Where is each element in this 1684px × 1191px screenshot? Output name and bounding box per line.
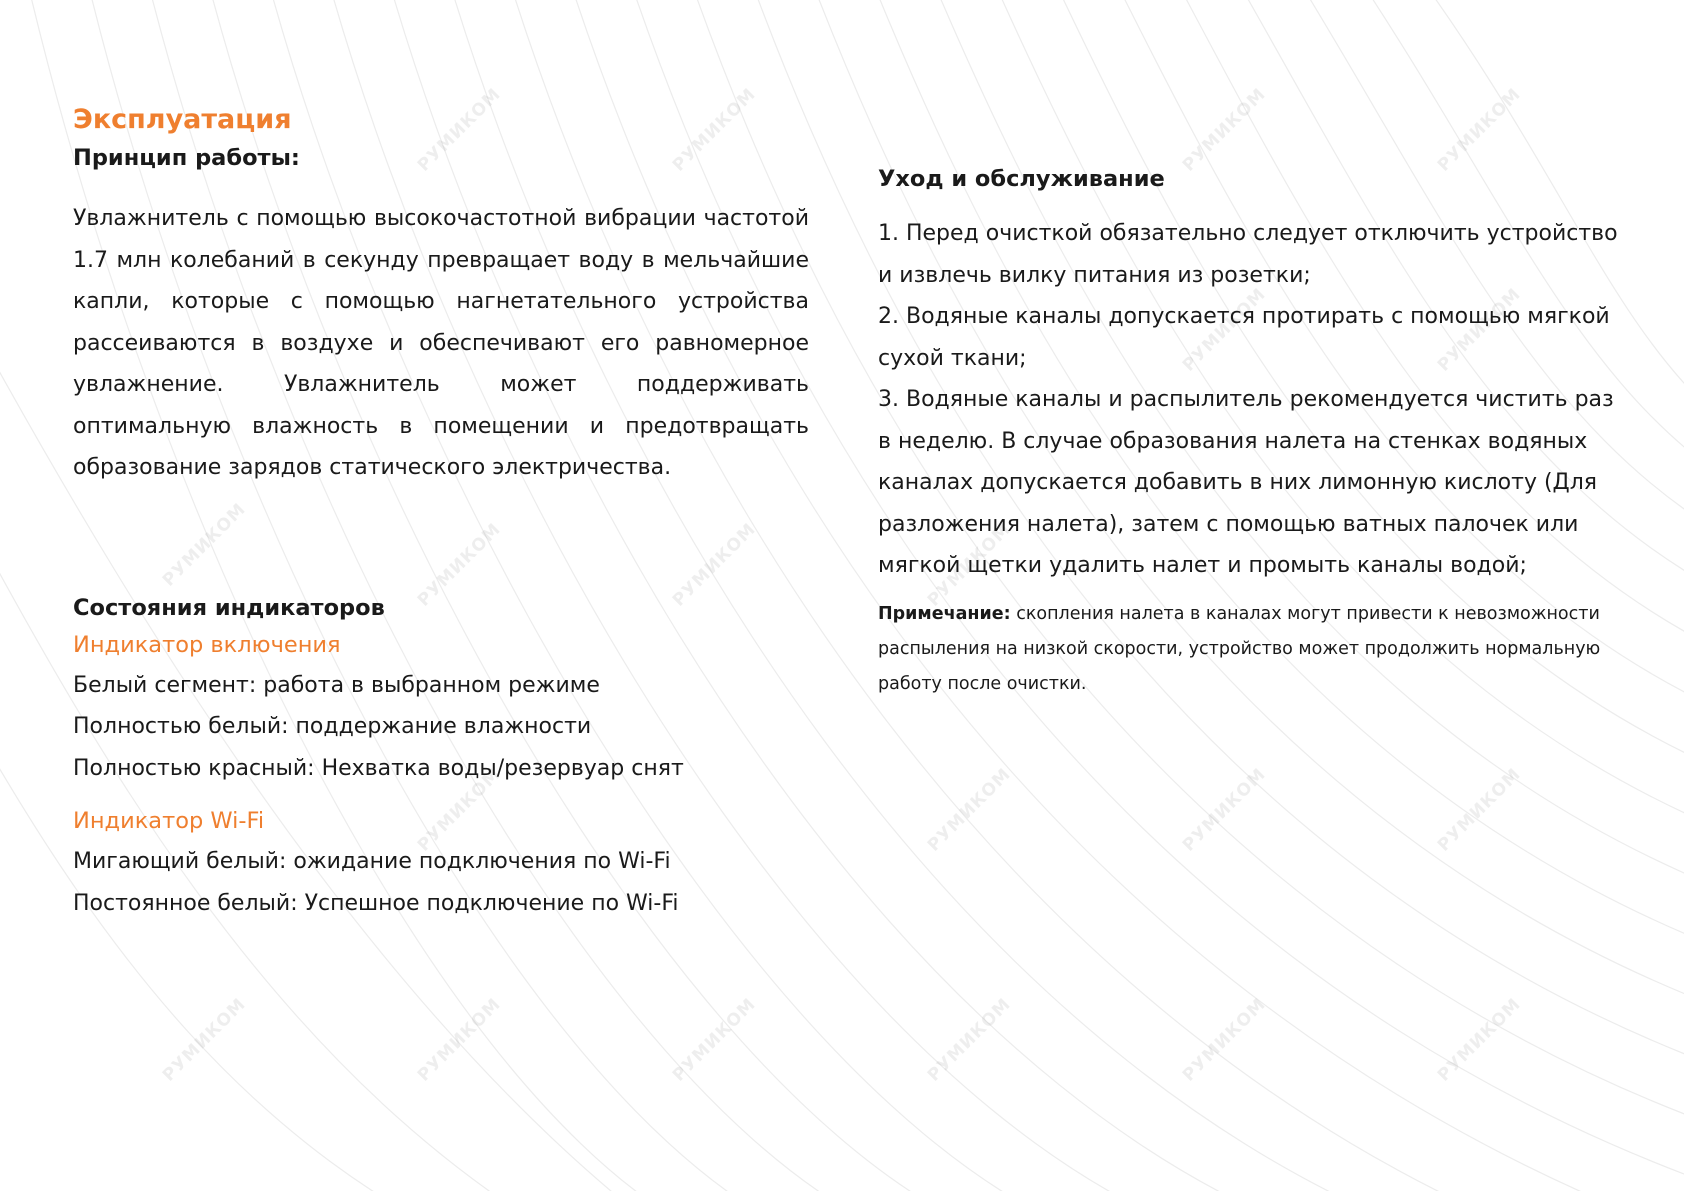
section-title: Эксплуатация bbox=[73, 104, 292, 135]
indicator-state: Белый сегмент: работа в выбранном режиме bbox=[73, 672, 600, 698]
note-label: Примечание: bbox=[878, 603, 1011, 624]
watermark: РУМИКОМ bbox=[1178, 84, 1271, 176]
care-note bbox=[878, 597, 1628, 702]
watermark: РУМИКОМ bbox=[668, 84, 761, 176]
watermark: РУМИКОМ bbox=[923, 994, 1016, 1086]
watermark: РУМИКОМ bbox=[158, 994, 251, 1086]
indicator-state: Мигающий белый: ожидание подключения по Wi-Fi bbox=[73, 849, 671, 874]
watermark: РУМИКОМ bbox=[1433, 84, 1526, 176]
watermark: РУМИКОМ bbox=[668, 994, 761, 1086]
care-item: 2. Водяные каналы допускается протирать с помощью мягкой сухой ткани; bbox=[878, 304, 1610, 371]
watermark: РУМИКОМ bbox=[923, 764, 1016, 856]
principle-paragraph: Увлажнитель с помощью высокочастотной вибрации частотой 1.7 млн колебаний в секунду превращает воду в мельчайшие капли, которые с помощью нагнетательного устройства рассеиваются в воздухе и обеспечивают его равномерное увлажнение. Увлажнитель может поддерживать оптимальную влажность в помещении и предотвращать образование зарядов статического электричества. bbox=[73, 206, 809, 480]
watermark: РУМИКОМ bbox=[158, 499, 251, 591]
right-column bbox=[878, 162, 1628, 702]
watermark: РУМИКОМ bbox=[923, 519, 1016, 611]
watermark: РУМИКОМ bbox=[413, 994, 506, 1086]
indicator-state: Постоянное белый: Успешное подключение по Wi-Fi bbox=[73, 890, 679, 916]
watermark: РУМИКОМ bbox=[1178, 284, 1271, 376]
watermark: РУМИКОМ bbox=[413, 84, 506, 176]
indicator-state: Полностью красный: Нехватка воды/резервуар снят bbox=[73, 755, 684, 781]
power-indicator-block bbox=[73, 625, 809, 790]
left-column bbox=[73, 100, 809, 924]
note-text: скопления налета в каналах могут привести к невозможности распыления на низкой скорости, устройство может продолжить нормальную работу после очистки. bbox=[878, 603, 1601, 694]
indicator-state: Полностью белый: поддержание влажности bbox=[73, 714, 592, 739]
indicators-heading: Состояния индикаторов bbox=[73, 594, 385, 621]
watermark: РУМИКОМ bbox=[1433, 284, 1526, 376]
wifi-indicator-block bbox=[73, 801, 809, 924]
wifi-indicator-title: Индикатор Wi-Fi bbox=[73, 808, 265, 834]
watermark: РУМИКОМ bbox=[1433, 994, 1526, 1086]
watermark: РУМИКОМ bbox=[1178, 994, 1271, 1086]
care-item: 1. Перед очисткой обязательно следует отключить устройство и извлечь вилку питания из розетки; bbox=[878, 221, 1618, 288]
principle-heading: Принцип работы: bbox=[73, 145, 300, 171]
watermark: РУМИКОМ bbox=[413, 764, 506, 856]
care-item: 3. Водяные каналы и распылитель рекомендуется чистить раз в неделю. В случае образования налета на стенках водяных каналах допускается добавить в них лимонную кислоту (Для разложения налета), затем с помощью ватных палочек или мягкой щетки удалить налет и промыть каналы водой; bbox=[878, 387, 1614, 578]
care-list bbox=[878, 213, 1628, 587]
watermark: РУМИКОМ bbox=[1178, 764, 1271, 856]
watermark: РУМИКОМ bbox=[1433, 764, 1526, 856]
watermark: РУМИКОМ bbox=[413, 519, 506, 611]
watermark: РУМИКОМ bbox=[668, 519, 761, 611]
power-indicator-title: Индикатор включения bbox=[73, 631, 341, 658]
care-heading: Уход и обслуживание bbox=[878, 166, 1165, 192]
